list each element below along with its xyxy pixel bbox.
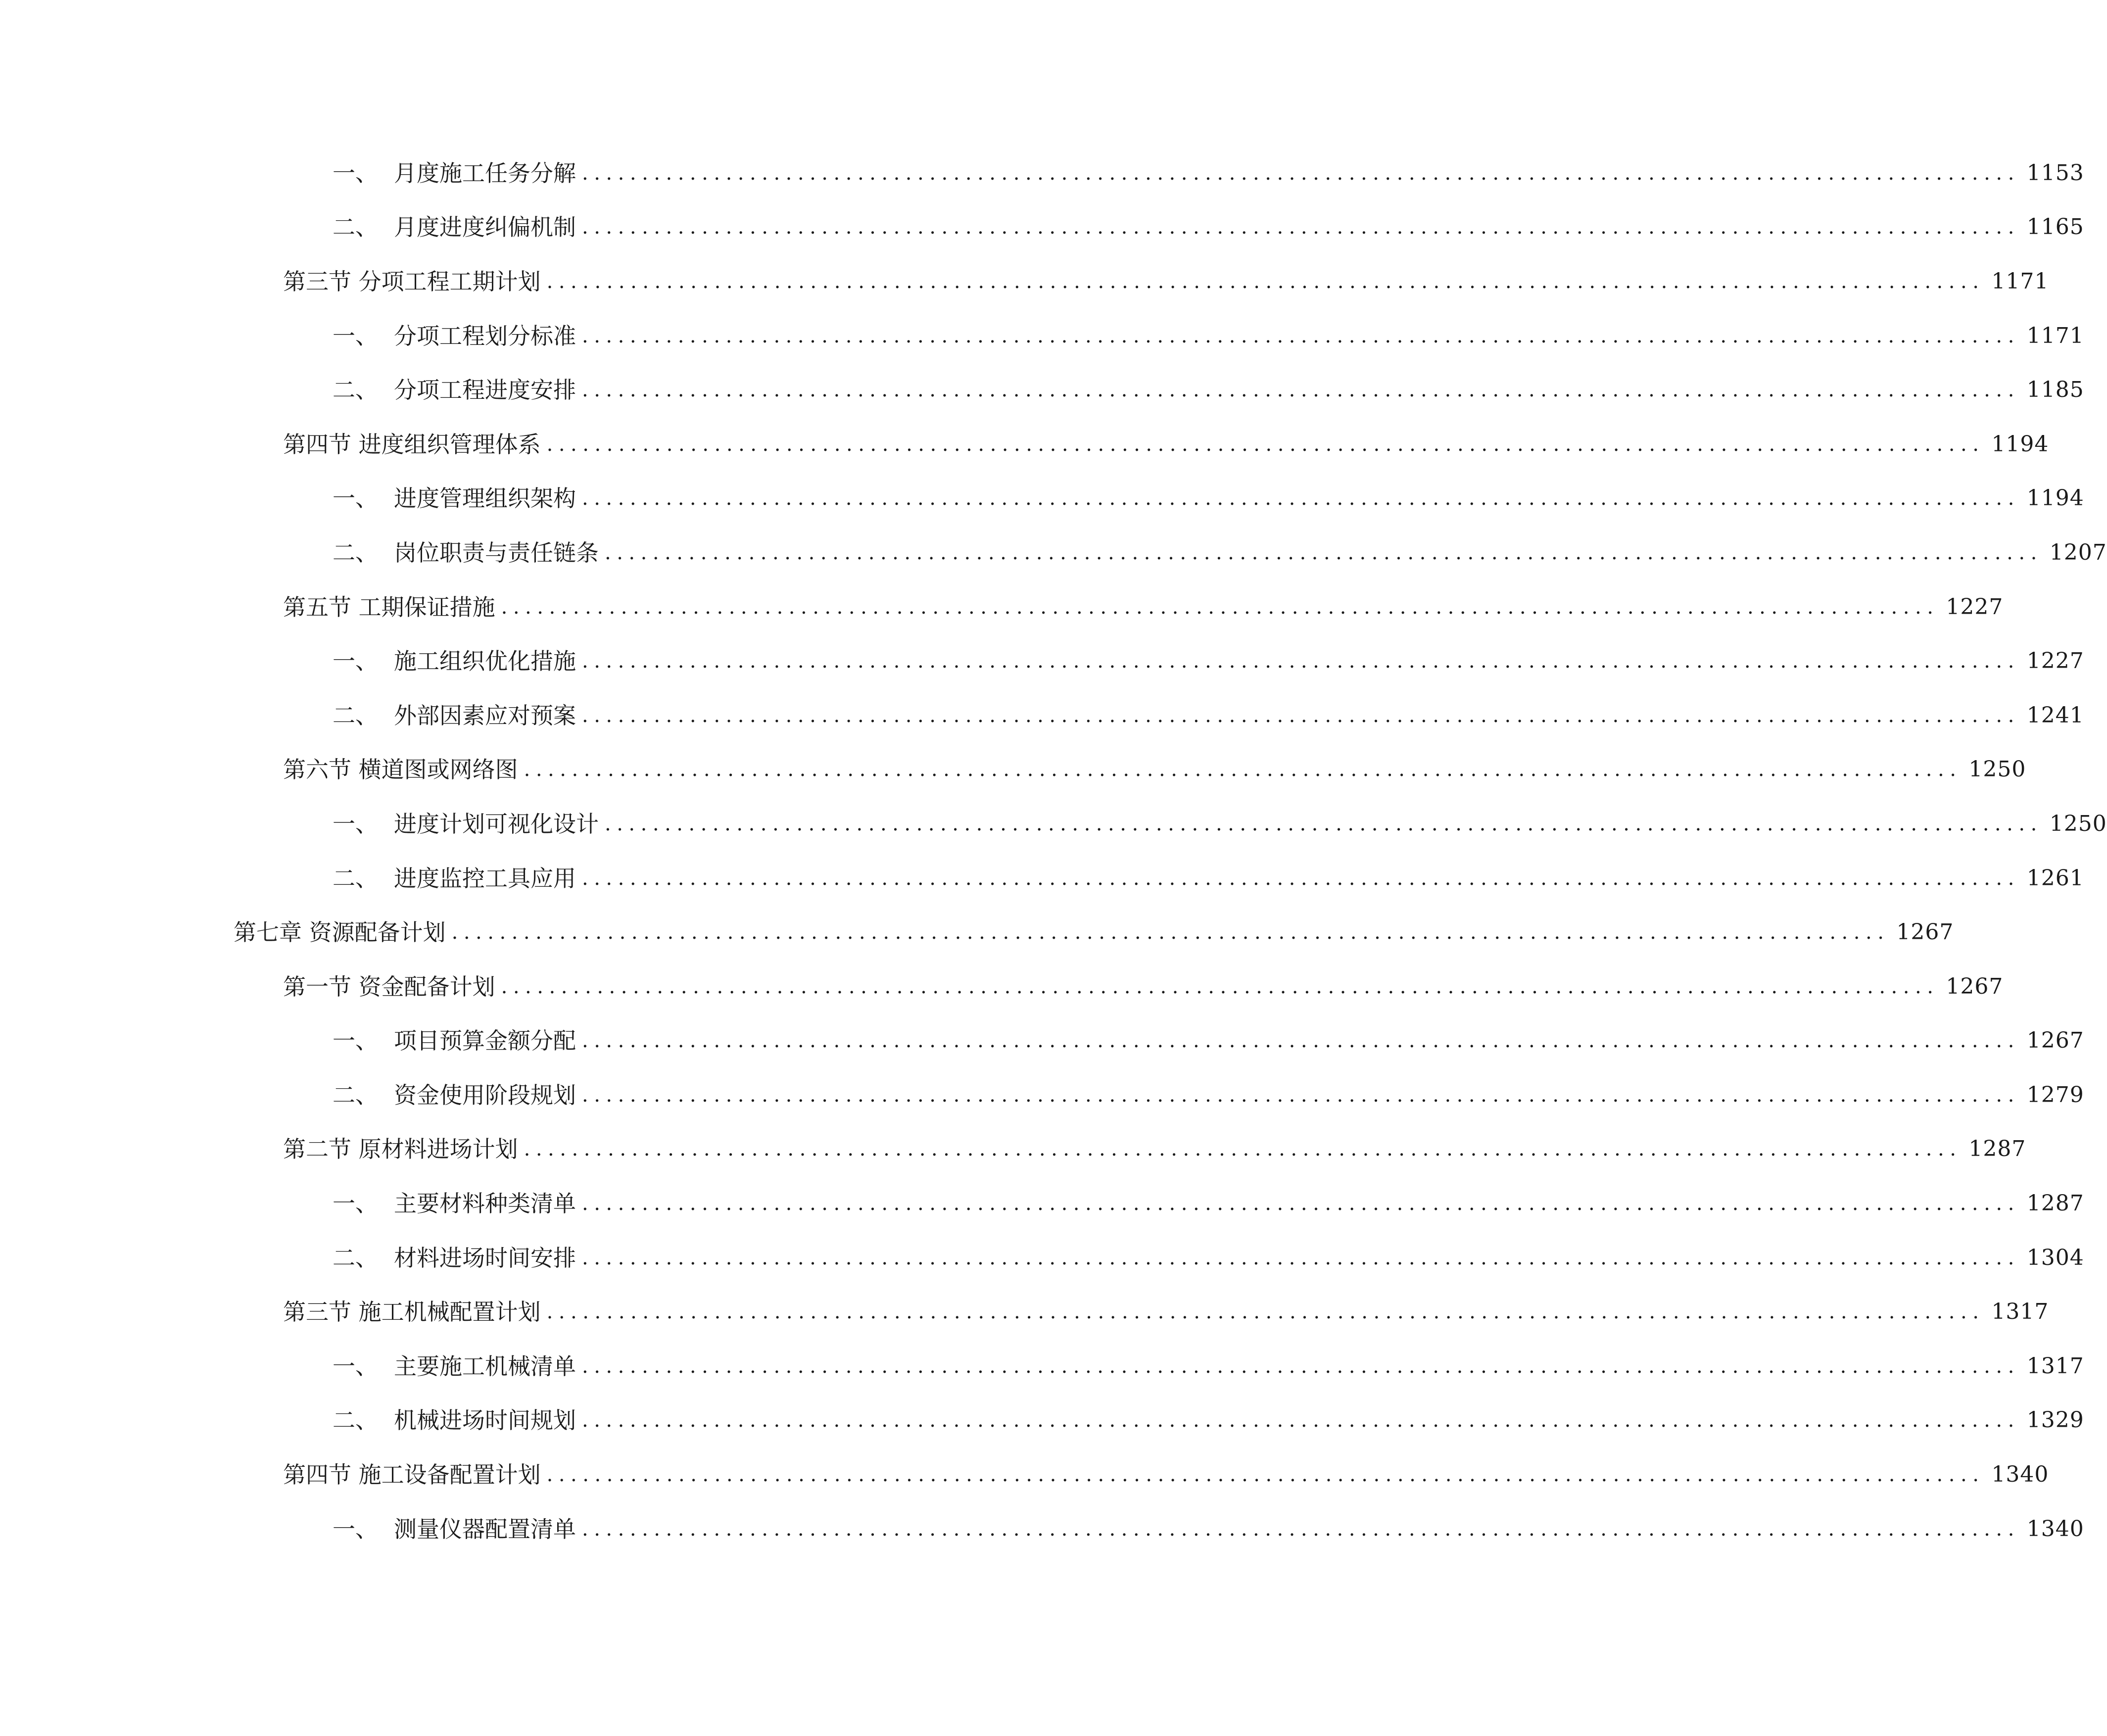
toc-dot-leader: ........................................................................................................................ [582,867,2020,890]
toc-entry-marker: 二、 [333,1081,378,1109]
toc-entry[interactable] [0,1068,2084,1122]
toc-entry-page-number: 1287 [2026,1191,2084,1216]
toc-dot-leader: ........................................................................................................................ [582,487,2020,510]
toc-dot-leader: ........................................................................................................................ [605,812,2043,835]
toc-entry-title: 施工组织优化措施 [394,648,576,675]
toc-entry-page-number: 1227 [1946,594,2004,620]
toc-dot-leader: ........................................................................................................................ [501,975,1939,998]
toc-entry-marker: 一、 [333,159,378,187]
toc-entry-title: 第四节 进度组织管理体系 [283,431,541,458]
toc-entry-title: 第三节 施工机械配置计划 [283,1299,541,1326]
toc-entry-page-number: 1329 [2026,1407,2084,1433]
toc-entry-title: 第五节 工期保证措施 [283,593,495,621]
toc-entry[interactable] [0,743,2026,797]
toc-dot-leader: ........................................................................................................................ [546,1301,1985,1324]
toc-entry[interactable] [0,905,1954,960]
toc-dot-leader: ........................................................................................................................ [582,1029,2020,1053]
toc-dot-leader: ........................................................................................................................ [605,541,2043,564]
toc-entry-page-number: 1340 [2026,1516,2084,1542]
toc-entry[interactable] [0,1176,2084,1231]
toc-entry-page-number: 1250 [1968,757,2026,782]
toc-entry-marker: 一、 [333,1352,378,1380]
toc-dot-leader: ........................................................................................................................ [582,1083,2020,1107]
toc-entry[interactable] [0,309,2084,363]
toc-entry-page-number: 1241 [2026,702,2084,728]
toc-entry-page-number: 1194 [2026,485,2084,511]
toc-dot-leader: ........................................................................................................................ [451,921,1890,944]
toc-entry[interactable] [0,146,2084,200]
toc-entry-title: 资金使用阶段规划 [394,1081,576,1109]
toc-entry-page-number: 1317 [2026,1353,2084,1379]
toc-entry[interactable] [0,797,2107,851]
toc-entry-title: 项目预算金额分配 [394,1027,576,1055]
toc-entry[interactable] [0,526,2107,580]
toc-entry-title: 第三节 分项工程工期计划 [283,268,541,295]
toc-dot-leader: ........................................................................................................................ [524,1138,1962,1161]
toc-entry-title: 主要材料种类清单 [394,1190,576,1217]
toc-entry-page-number: 1227 [2026,648,2084,674]
toc-entry[interactable] [0,1285,2049,1339]
toc-entry-title: 外部因素应对预案 [394,702,576,729]
toc-entry-page-number: 1171 [1991,268,2049,294]
toc-entry-marker: 一、 [333,648,378,675]
toc-dot-leader: ........................................................................................................................ [546,1463,1985,1487]
toc-entry-title: 第四节 施工设备配置计划 [283,1461,541,1489]
toc-entry-page-number: 1267 [1946,973,2004,999]
toc-entry-title: 进度管理组织架构 [394,485,576,512]
toc-dot-leader: ........................................................................................................................ [546,270,1985,293]
toc-entry-title: 分项工程进度安排 [394,377,576,404]
toc-entry-page-number: 1340 [1991,1462,2049,1488]
toc-entry-title: 月度进度纠偏机制 [394,214,576,241]
toc-entry-title: 材料进场时间安排 [394,1244,576,1271]
toc-entry-page-number: 1153 [2026,160,2084,186]
toc-entry-marker: 一、 [333,485,378,512]
toc-entry-page-number: 1279 [2026,1082,2084,1108]
toc-entry[interactable] [0,960,2004,1014]
toc-entry-title: 主要施工机械清单 [394,1352,576,1380]
table-of-contents [0,146,2107,1556]
toc-dot-leader: ........................................................................................................................ [546,433,1985,456]
toc-entry-title: 第一节 资金配备计划 [283,973,495,1000]
toc-entry-marker: 二、 [333,702,378,729]
toc-entry-page-number: 1317 [1991,1299,2049,1325]
toc-entry-marker: 二、 [333,214,378,241]
toc-entry-page-number: 1267 [2026,1028,2084,1054]
toc-entry[interactable] [0,1122,2026,1177]
toc-entry-marker: 一、 [333,1190,378,1217]
toc-entry-marker: 一、 [333,810,378,837]
toc-entry[interactable] [0,1231,2084,1285]
toc-entry-page-number: 1207 [2049,539,2107,565]
toc-entry-marker: 一、 [333,322,378,349]
toc-dot-leader: ........................................................................................................................ [582,1517,2020,1541]
toc-dot-leader: ........................................................................................................................ [582,161,2020,185]
toc-entry-page-number: 1261 [2026,865,2084,891]
toc-dot-leader: ........................................................................................................................ [582,704,2020,727]
toc-entry[interactable] [0,1014,2084,1068]
toc-entry-page-number: 1304 [2026,1245,2084,1270]
toc-dot-leader: ........................................................................................................................ [524,758,1962,781]
toc-entry-marker: 二、 [333,1407,378,1434]
toc-entry-page-number: 1194 [1991,431,2049,457]
toc-entry-title: 测量仪器配置清单 [394,1515,576,1543]
toc-entry-page-number: 1165 [2026,214,2084,240]
toc-entry[interactable] [0,417,2049,472]
toc-dot-leader: ........................................................................................................................ [582,650,2020,673]
toc-entry-title: 第六节 横道图或网络图 [283,756,518,783]
toc-entry[interactable] [0,580,2004,634]
toc-entry[interactable] [0,1394,2084,1448]
toc-entry-title: 分项工程划分标准 [394,322,576,349]
toc-entry-page-number: 1171 [2026,323,2084,348]
toc-entry[interactable] [0,1447,2049,1502]
toc-dot-leader: ........................................................................................................................ [501,595,1939,619]
toc-dot-leader: ........................................................................................................................ [582,1354,2020,1378]
toc-entry-page-number: 1287 [1968,1136,2026,1162]
toc-entry[interactable] [0,254,2049,309]
toc-entry[interactable] [0,851,2084,906]
toc-entry[interactable] [0,200,2084,255]
toc-entry-page-number: 1267 [1896,919,1954,945]
toc-entry-marker: 二、 [333,1244,378,1271]
toc-dot-leader: ........................................................................................................................ [582,1409,2020,1432]
toc-entry[interactable] [0,688,2084,743]
toc-dot-leader: ........................................................................................................................ [582,379,2020,402]
toc-entry-title: 岗位职责与责任链条 [394,539,599,566]
toc-entry-page-number: 1185 [2026,377,2084,403]
toc-entry-marker: 二、 [333,865,378,892]
toc-entry-title: 第二节 原材料进场计划 [283,1136,518,1163]
toc-entry-title: 第七章 资源配备计划 [234,919,446,946]
toc-dot-leader: ........................................................................................................................ [582,1246,2020,1269]
toc-entry-marker: 二、 [333,539,378,566]
toc-entry-title: 进度计划可视化设计 [394,810,599,837]
toc-entry[interactable] [0,1502,2084,1556]
toc-entry-title: 月度施工任务分解 [394,159,576,187]
toc-entry-page-number: 1250 [2049,811,2107,836]
toc-dot-leader: ........................................................................................................................ [582,1192,2020,1215]
toc-entry[interactable] [0,363,2084,417]
toc-dot-leader: ........................................................................................................................ [582,216,2020,239]
toc-entry[interactable] [0,1339,2084,1394]
toc-entry-marker: 二、 [333,377,378,404]
toc-dot-leader: ........................................................................................................................ [582,324,2020,347]
toc-entry-title: 机械进场时间规划 [394,1407,576,1434]
toc-entry[interactable] [0,472,2084,526]
toc-entry-marker: 一、 [333,1515,378,1543]
toc-entry-marker: 一、 [333,1027,378,1055]
toc-entry-title: 进度监控工具应用 [394,865,576,892]
toc-entry[interactable] [0,634,2084,688]
